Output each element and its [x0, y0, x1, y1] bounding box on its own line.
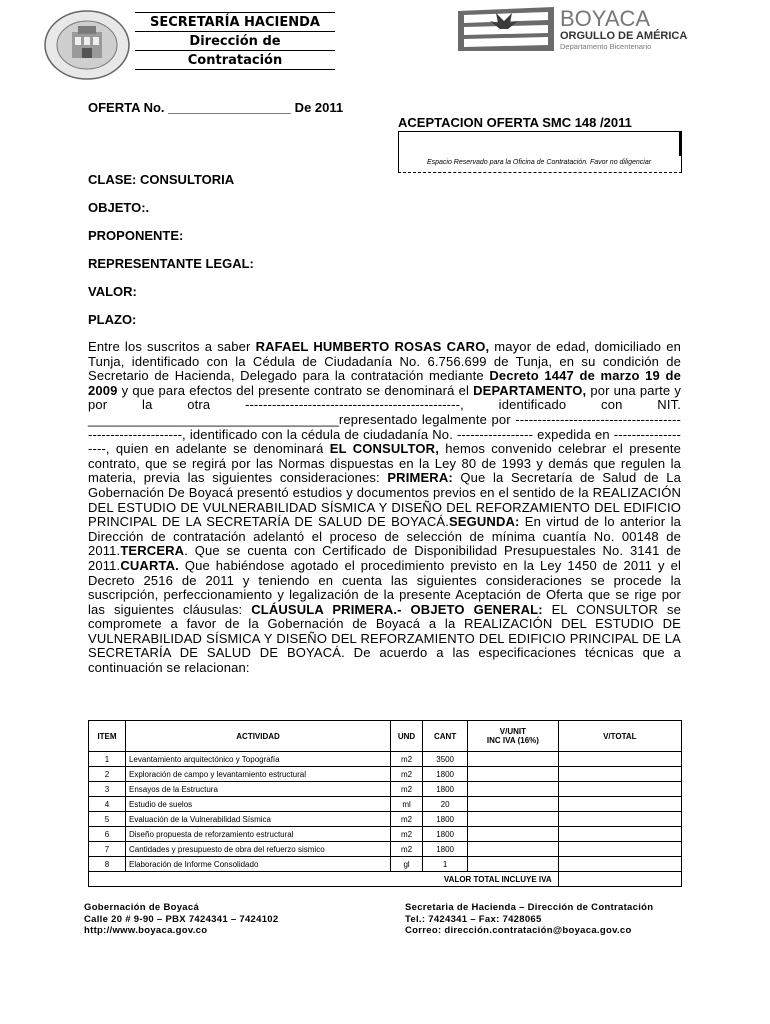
body-bold-7: TERCERA [120, 543, 185, 559]
cell-item: 2 [89, 767, 126, 782]
cell-cant: 3500 [422, 752, 467, 767]
cell-item: 5 [89, 812, 126, 827]
field-clase: CLASE: CONSULTORIA [88, 172, 235, 187]
footer-phone: Tel.: 7424341 – Fax: 7428065 [405, 913, 542, 925]
header-line-1: SECRETARÍA HACIENDA [135, 12, 335, 32]
boyaca-logo [456, 5, 688, 53]
footer-address: Calle 20 # 9-90 – PBX 7424341 – 7424102 [84, 913, 279, 925]
cell-und: m2 [391, 752, 423, 767]
activities-table [88, 720, 682, 887]
cell-item: 7 [89, 842, 126, 857]
body-text-2: mayor de edad, domiciliado en Tunja, identificado con la Cédula de Ciudadanía No. 6.756.699 de Tunja, en su condición de Secretario de Hacienda, Delegado para la contratación mediante [88, 339, 681, 384]
body-bold-2: Decreto 1447 de marzo 19 de 2009 [88, 368, 682, 398]
reserved-space-box [398, 131, 682, 173]
cell-cant: 1800 [422, 827, 467, 842]
body-bold-5: PRIMERA: [387, 470, 453, 486]
header-vunit [468, 721, 558, 752]
field-representante: REPRESENTANTE LEGAL: [88, 256, 254, 271]
cell-cant: 1800 [422, 812, 467, 827]
cell-actividad: Levantamiento arquitectónico y Topografía [125, 752, 390, 767]
cell-item: 3 [89, 782, 126, 797]
cell-actividad: Diseño propuesta de reforzamiento estructural [125, 827, 390, 842]
footer-left [84, 902, 278, 937]
table-row [89, 812, 682, 827]
table-row [89, 827, 682, 842]
cell-vtotal[interactable] [558, 752, 681, 767]
cell-cant: 1800 [422, 842, 467, 857]
field-proponente: PROPONENTE: [88, 228, 184, 243]
footer-email-link[interactable]: Correo: dirección.contratación@boyaca.gov.co [405, 925, 632, 936]
cell-vunit[interactable] [468, 767, 558, 782]
cell-actividad: Evaluación de la Vulnerabilidad Sísmica [125, 812, 390, 827]
cell-vtotal[interactable] [558, 797, 681, 812]
body-text-5: hemos convenido celebrar el presente contrato, que se regirá por las Normas dispuestas en la Ley 80 de 1993 y demás que regulen la materia, previa las siguientes consideraciones: [88, 441, 681, 486]
body-text-4: por una parte y por la otra ------------------------------------------------, identificado con NIT. __________________________________representado legalmente por ----------------------------------------------------------, identificado con la cédula de ciudadanía No. ----------------- expedida en -------------------, quien en adelante se denominará [88, 382, 681, 457]
cell-item: 8 [89, 857, 126, 872]
footer-org: Gobernación de Boyacá [84, 902, 200, 913]
cell-vunit[interactable] [468, 827, 558, 842]
cell-und: m2 [391, 842, 423, 857]
table-row [89, 767, 682, 782]
table-header-row [89, 721, 682, 752]
cell-actividad: Cantidades y presupuesto de obra del refuerzo sismico [125, 842, 390, 857]
cell-vunit[interactable] [468, 812, 558, 827]
cell-vtotal[interactable] [558, 782, 681, 797]
body-text-1: Entre los suscritos a saber [88, 339, 256, 354]
body-bold-8: CUARTA. [120, 557, 179, 573]
table-row [89, 752, 682, 767]
cell-cant: 1800 [422, 782, 467, 797]
footer-office: Secretaria de Hacienda – Dirección de Contratación [405, 902, 654, 913]
cell-item: 6 [89, 827, 126, 842]
cell-actividad: Ensayos de la Estructura [125, 782, 390, 797]
cell-und: gl [391, 857, 423, 872]
body-bold-9: CLÁUSULA PRIMERA.- OBJETO GENERAL: [251, 601, 543, 617]
cell-actividad: Elaboración de Informe Consolidado [125, 857, 390, 872]
header-actividad: ACTIVIDAD [125, 721, 390, 752]
department-seal-icon [44, 10, 130, 80]
cell-vtotal[interactable] [558, 812, 681, 827]
cell-vunit[interactable] [468, 782, 558, 797]
cell-cant: 1 [422, 857, 467, 872]
cell-und: ml [391, 797, 423, 812]
reserved-space-field [399, 132, 682, 156]
logo-slogan: ORGULLO DE AMÉRICA [560, 30, 688, 42]
total-label: VALOR TOTAL INCLUYE IVA [89, 872, 559, 887]
body-text-8: . Que se cuenta con Certificado de Disponibilidad Presupuestales No. 3141 de 2011. [88, 543, 681, 573]
contract-body [88, 340, 681, 676]
cell-cant: 20 [422, 797, 467, 812]
field-valor: VALOR: [88, 284, 137, 299]
cell-und: m2 [391, 827, 423, 842]
body-text-3: y que para efectos del presente contrato se denominará el [117, 382, 474, 398]
body-text-7: En virtud de lo anterior la Dirección de contratación adelantó el proceso de selección de mínima cuantía No. 00148 de 2011. [88, 514, 681, 559]
cell-vunit[interactable] [468, 857, 558, 872]
table-total-row [89, 872, 682, 887]
cell-vtotal[interactable] [558, 827, 681, 842]
body-bold-6: SEGUNDA: [448, 514, 520, 530]
cell-actividad: Estudio de suelos [125, 797, 390, 812]
cell-vtotal[interactable] [558, 842, 681, 857]
header-vunit-line2: INC IVA (16%) [486, 736, 539, 745]
body-bold-3: DEPARTAMENTO, [473, 382, 587, 398]
header-cant: CANT [422, 721, 467, 752]
aceptacion-title: ACEPTACION OFERTA SMC 148 /2011 [398, 115, 632, 130]
cell-und: m2 [391, 767, 423, 782]
footer-website-link[interactable]: http://www.boyaca.gov.co [84, 925, 208, 936]
header-vunit-line1: V/UNIT [499, 727, 527, 736]
cell-vtotal[interactable] [558, 767, 681, 782]
header-title-block [135, 12, 335, 70]
table-row [89, 782, 682, 797]
body-text-9: Que habiéndose agotado el procedimiento previsto en la Ley 1450 de 2011 y el Decreto 2516 de 2011 y teniendo en cuenta las siguientes consideraciones se procede la suscripción, perfeccionamiento y legalización de la presente Aceptación de Oferta que se rige por las siguientes cláusulas: [88, 557, 681, 617]
oferta-number-line: OFERTA No. _________________ De 2011 [88, 100, 344, 115]
cell-und: m2 [391, 782, 423, 797]
header-vtotal: V/TOTAL [558, 721, 681, 752]
body-text-10: EL CONSULTOR se compromete a favor de la Gobernación de Boyacá a la REALIZACIÓN DEL ESTUDIO DE VULNERABILIDAD SÍSMICA Y DISEÑO DEL REFORZAMIENTO DEL EDIFICIO PRINCIPAL DE LA SECRETARÍA DE SALUD DE BOYACÁ. De acuerdo a las especificaciones técnicas que a continuación se relacionan: [88, 601, 681, 676]
header-line-2: Dirección de [135, 32, 335, 51]
total-value-cell[interactable] [558, 872, 681, 887]
cell-vtotal[interactable] [558, 857, 681, 872]
table-row [89, 842, 682, 857]
cell-und: m2 [391, 812, 423, 827]
field-objeto: OBJETO:. [88, 200, 150, 215]
table-row [89, 857, 682, 872]
cell-cant: 1800 [422, 767, 467, 782]
reserved-space-note: Espacio Reservado para la Oficina de Contratación. Favor no diligenciar [426, 159, 652, 166]
logo-name: BOYACA [560, 6, 651, 31]
table-row [89, 797, 682, 812]
cell-vunit[interactable] [468, 842, 558, 857]
body-bold-4: EL CONSULTOR, [329, 441, 439, 457]
contract-fields [88, 172, 254, 340]
cell-vunit[interactable] [468, 752, 558, 767]
header-item: ITEM [89, 721, 126, 752]
cell-item: 1 [89, 752, 126, 767]
logo-sub: Departamento Bicentenario [560, 42, 652, 51]
cell-actividad: Exploración de campo y levantamiento estructural [125, 767, 390, 782]
cell-vunit[interactable] [468, 797, 558, 812]
header-line-3: Contratación [135, 51, 335, 70]
footer-right [405, 902, 653, 937]
header-und: UND [391, 721, 423, 752]
body-text-6: Que la Secretaría de Salud de La Gobernación De Boyacá presentó estudios y documentos previos en el sentido de la REALIZACIÓN DEL ESTUDIO DE VULNERABILIDAD SÍSMICA Y DISEÑO DEL REFORZAMIENTO DEL EDIFICIO PRINCIPAL DE LA SECRETARÍA DE SALUD DE BOYACÁ. [88, 470, 681, 530]
field-plazo: PLAZO: [88, 312, 137, 327]
cell-item: 4 [89, 797, 126, 812]
body-bold-1: RAFAEL HUMBERTO ROSAS CARO, [255, 339, 490, 354]
